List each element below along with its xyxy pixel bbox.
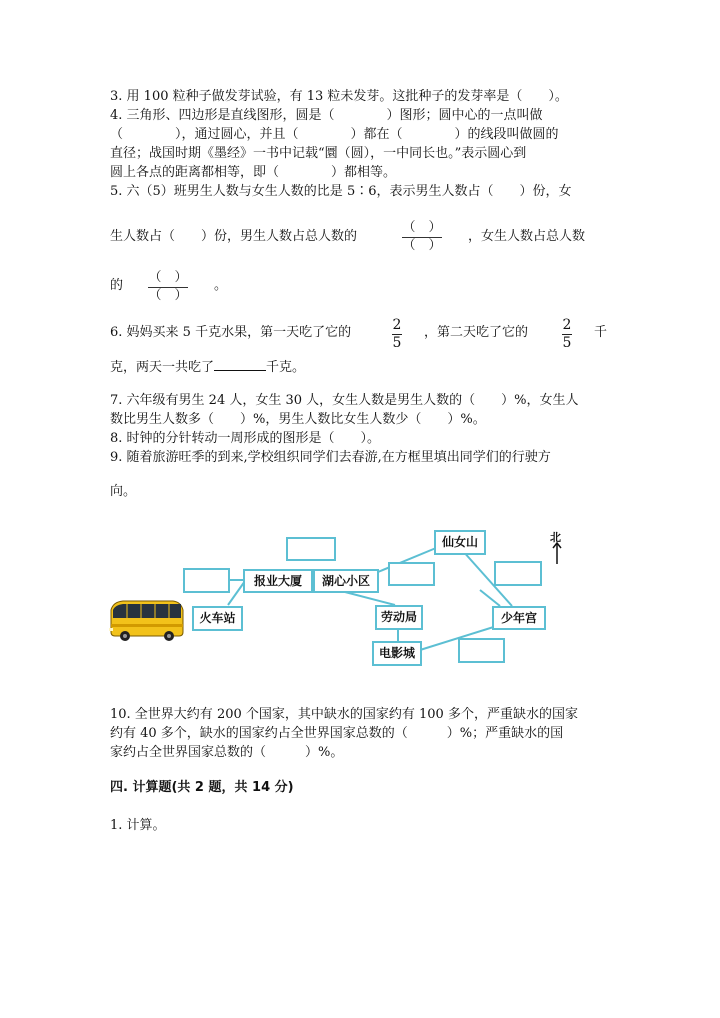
direction-answer-box-2[interactable] [183,568,230,593]
fraction-numerator: 2 [562,317,572,333]
fraction-numerator: （ ） [402,220,442,235]
question-5-line-1: 5. 六（5）班男生人数与女生人数的比是 5∶6，表示男生人数占（ ）份，女 [110,184,572,199]
question-5-line-2-end: ，女生人数占总人数 [468,229,586,244]
direction-answer-box-4[interactable] [494,561,542,586]
question-5-line-3-end: 。 [214,278,228,293]
section-4-title: 四. 计算题(共 2 题，共 14 分) [110,780,294,795]
north-label: 北 [550,531,561,544]
line-lake-labor [345,592,395,605]
question-4-line-4: 圆上各点的距离都相等，即（ ）都相等。 [110,165,397,180]
direction-answer-box-1[interactable] [286,537,336,561]
question-6-line-2-end: 千克。 [266,360,306,375]
question-4-line-1: 4. 三角形、四边形是直线图形，圆是（ ）图形；圆中心的一点叫做 [110,108,543,123]
section-4-question-1: 1. 计算。 [110,818,166,833]
place-train-station: 火车站 [192,606,243,631]
question-6-line-2-start: 克，两天一共吃了 [110,360,215,375]
question-9-line-2: 向。 [110,484,137,499]
place-fairy-mountain: 仙女山 [434,530,486,555]
question-3: 3. 用 100 粒种子做发芽试验，有 13 粒未发芽。这批种子的发芽率是（ ）。 [110,89,568,104]
place-labor-bureau: 劳动局 [375,605,423,630]
fraction-numerator: （ ） [148,270,188,285]
question-10-line-3: 家约占全世界国家总数的（ ）%。 [110,745,344,760]
question-8: 8. 时钟的分针转动一周形成的图形是（ ）。 [110,431,381,446]
question-10-line-2: 约有 40 多个，缺水的国家约占全世界国家总数的（ ）%；严重缺水的国 [110,726,564,741]
question-7-line-2: 数比男生人数多（ ）%，男生人数比女生人数少（ ）%。 [110,412,486,427]
place-youth-palace: 少年宫 [492,606,546,630]
question-6-line-1-end: 千 [594,325,608,340]
bus-icon [107,598,187,642]
question-9-line-1: 9. 随着旅游旺季的到来,学校组织同学们去春游,在方框里填出同学们的行驶方 [110,450,551,465]
direction-answer-box-5[interactable] [458,638,505,663]
fraction-denominator: 5 [562,335,572,351]
fraction-numerator: 2 [392,317,402,333]
place-lake-district: 湖心小区 [313,569,379,593]
question-7-line-1: 7. 六年级有男生 24 人，女生 30 人，女生人数是男生人数的（ ）%，女生人 [110,393,579,408]
question-6-line-1-start: 6. 妈妈买来 5 千克水果，第一天吃了它的 [110,325,352,340]
line-youth-blank [480,590,500,606]
question-10-line-1: 10. 全世界大约有 200 个国家，其中缺水的国家约有 100 多个，严重缺水的国家 [110,707,578,722]
fraction-denominator: （ ） [402,238,442,253]
north-arrow-icon [553,543,561,564]
question-4-line-3: 直径；战国时期《墨经》一书中记载“圜（圆），一中同长也。”表示圆心到 [110,146,527,161]
question-6-line-1-middle: ，第二天吃了它的 [424,325,529,340]
place-newspaper-building: 报业大厦 [243,569,313,593]
question-4-line-2: （ ），通过圆心，并且（ ）都在（ ）的线段叫做圆的 [110,127,559,142]
direction-answer-box-3[interactable] [388,562,435,586]
fraction-denominator: 5 [392,335,402,351]
fraction-denominator: （ ） [148,288,188,303]
place-cinema: 电影城 [372,641,422,666]
question-5-line-3-start: 的 [110,278,124,293]
question-5-line-2-start: 生人数占（ ）份，男生人数占总人数的 [110,229,358,244]
